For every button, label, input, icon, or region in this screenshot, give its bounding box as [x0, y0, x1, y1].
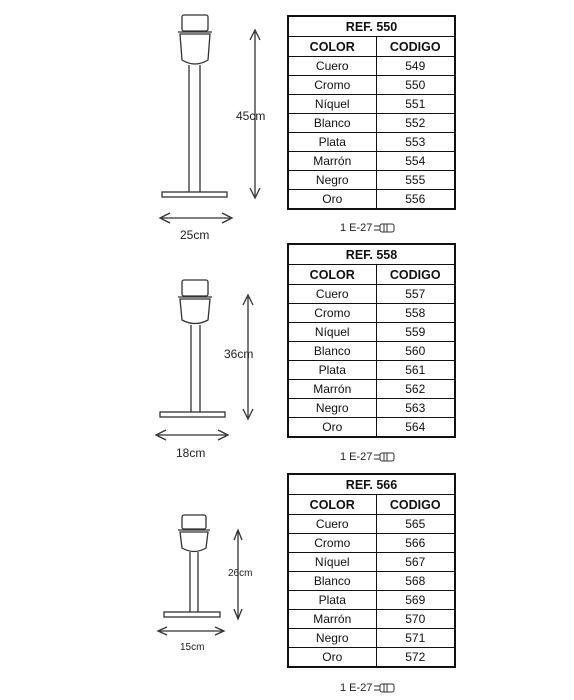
- code-cell: 553: [376, 133, 455, 152]
- plug-icon: [374, 683, 396, 693]
- code-cell: 556: [376, 190, 455, 210]
- code-cell: 570: [376, 610, 455, 629]
- code-cell: 554: [376, 152, 455, 171]
- color-cell: Cuero: [288, 285, 376, 304]
- codigo-column-header: CODIGO: [376, 495, 455, 515]
- height-label-566: 26cm: [228, 568, 253, 579]
- table-row: [288, 399, 455, 418]
- table-row: [288, 57, 455, 76]
- table-row: [288, 285, 455, 304]
- table-row: [288, 114, 455, 133]
- color-cell: Cromo: [288, 534, 376, 553]
- code-cell: 571: [376, 629, 455, 648]
- color-cell: Oro: [288, 418, 376, 438]
- code-cell: 565: [376, 515, 455, 534]
- color-code-table-566: [287, 473, 456, 668]
- table-row: [288, 323, 455, 342]
- table-row: [288, 418, 455, 438]
- code-cell: 572: [376, 648, 455, 668]
- ref-title: REF. 566: [288, 474, 455, 495]
- bulb-label: 1 E-27: [340, 682, 373, 694]
- table-row: [288, 591, 455, 610]
- color-cell: Plata: [288, 361, 376, 380]
- table-row: [288, 95, 455, 114]
- code-cell: 550: [376, 76, 455, 95]
- base-width-label-550: 25cm: [180, 228, 210, 242]
- table-row: [288, 610, 455, 629]
- lamp-drawing-558: [150, 275, 285, 465]
- base-width-label-566: 15cm: [180, 642, 205, 653]
- table-row: [288, 342, 455, 361]
- code-cell: 562: [376, 380, 455, 399]
- color-cell: Cromo: [288, 76, 376, 95]
- color-code-table-558: [287, 243, 456, 438]
- color-cell: Plata: [288, 133, 376, 152]
- codigo-column-header: CODIGO: [376, 37, 455, 57]
- table-row: [288, 553, 455, 572]
- ref-title: REF. 558: [288, 244, 455, 265]
- color-column-header: COLOR: [288, 37, 376, 57]
- code-cell: 566: [376, 534, 455, 553]
- table-row: [288, 380, 455, 399]
- height-label-558: 36cm: [224, 347, 254, 361]
- color-cell: Negro: [288, 399, 376, 418]
- bulb-label: 1 E-27: [340, 222, 373, 234]
- color-cell: Blanco: [288, 342, 376, 361]
- code-cell: 559: [376, 323, 455, 342]
- color-cell: Marrón: [288, 610, 376, 629]
- table-row: [288, 304, 455, 323]
- color-cell: Negro: [288, 629, 376, 648]
- color-cell: Níquel: [288, 95, 376, 114]
- base-width-label-558: 18cm: [176, 446, 206, 460]
- color-column-header: COLOR: [288, 265, 376, 285]
- table-row: [288, 76, 455, 95]
- bulb-spec-558: [340, 451, 396, 463]
- plug-icon: [374, 452, 396, 462]
- table-row: [288, 534, 455, 553]
- code-cell: 560: [376, 342, 455, 361]
- table-row: [288, 171, 455, 190]
- code-cell: 569: [376, 591, 455, 610]
- color-code-table-550: [287, 15, 456, 210]
- table-row: [288, 190, 455, 210]
- table-row: [288, 361, 455, 380]
- height-label-550: 45cm: [236, 109, 266, 123]
- table-row: [288, 572, 455, 591]
- code-cell: 561: [376, 361, 455, 380]
- code-cell: 563: [376, 399, 455, 418]
- color-cell: Níquel: [288, 553, 376, 572]
- table-row: [288, 629, 455, 648]
- ref-title: REF. 550: [288, 16, 455, 37]
- table-row: [288, 152, 455, 171]
- color-cell: Blanco: [288, 572, 376, 591]
- table-row: [288, 648, 455, 668]
- code-cell: 549: [376, 57, 455, 76]
- color-cell: Cuero: [288, 57, 376, 76]
- code-cell: 568: [376, 572, 455, 591]
- lamp-drawing-550: [150, 10, 285, 240]
- code-cell: 567: [376, 553, 455, 572]
- plug-icon: [374, 223, 396, 233]
- color-cell: Marrón: [288, 380, 376, 399]
- lamp-drawing-566: [150, 510, 285, 660]
- bulb-spec-566: [340, 682, 396, 694]
- code-cell: 552: [376, 114, 455, 133]
- codigo-column-header: CODIGO: [376, 265, 455, 285]
- color-cell: Cromo: [288, 304, 376, 323]
- code-cell: 557: [376, 285, 455, 304]
- color-cell: Níquel: [288, 323, 376, 342]
- color-cell: Oro: [288, 648, 376, 668]
- color-cell: Negro: [288, 171, 376, 190]
- code-cell: 558: [376, 304, 455, 323]
- code-cell: 564: [376, 418, 455, 438]
- color-cell: Plata: [288, 591, 376, 610]
- bulb-spec-550: [340, 222, 396, 234]
- code-cell: 555: [376, 171, 455, 190]
- table-row: [288, 133, 455, 152]
- color-cell: Blanco: [288, 114, 376, 133]
- color-column-header: COLOR: [288, 495, 376, 515]
- code-cell: 551: [376, 95, 455, 114]
- color-cell: Oro: [288, 190, 376, 210]
- bulb-label: 1 E-27: [340, 451, 373, 463]
- color-cell: Marrón: [288, 152, 376, 171]
- color-cell: Cuero: [288, 515, 376, 534]
- table-row: [288, 515, 455, 534]
